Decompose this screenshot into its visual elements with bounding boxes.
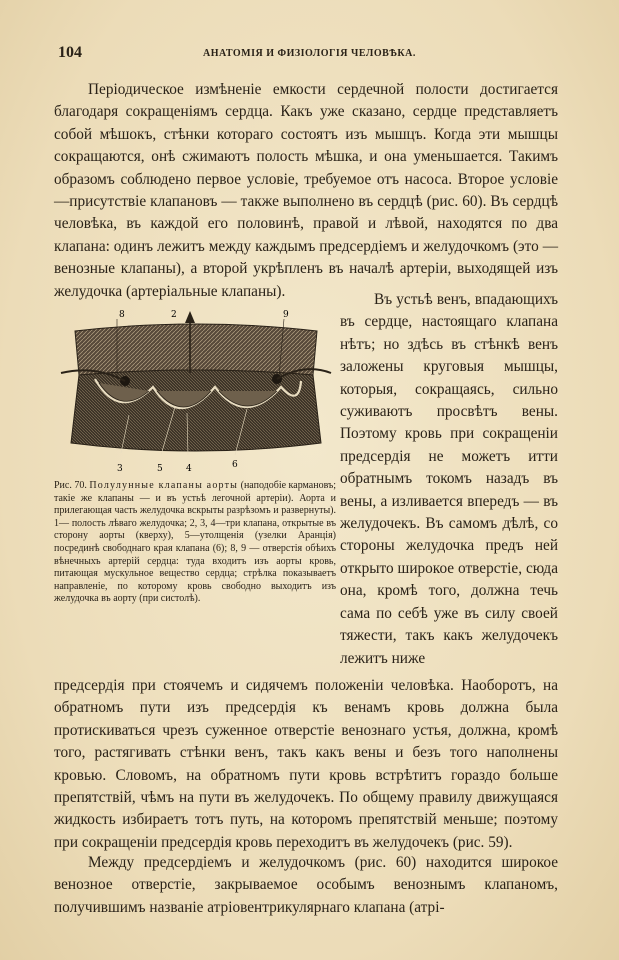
figure-label-bottom: 5 (157, 464, 163, 474)
page-number: 104 (58, 44, 82, 61)
figure-number: Рис. 70. (54, 480, 87, 491)
paragraph-2-continued: предсердія при стоячемъ и сидячемъ положеніи человѣка. Наоборотъ, на обратномъ пути изъ предсердія къ венамъ кровь должна была протискиваться чрезъ суженное отверстіе венознаго устья, должна, кромѣ того, растягивать стѣнки венъ, такъ какъ вены и безъ того наполнены кровью. Словомъ, на обратномъ пути кровь встрѣтитъ гораздо больше препятствій, чѣмъ на пути въ желудочекъ. По общему правилу движущаяся жидкость избираетъ тотъ путь, на которомъ препятствій меньше; поэтому при сокращеніи предсердія кровь переходитъ въ желудочекъ (рис. 59). (54, 677, 558, 851)
paragraph-2-column (340, 289, 558, 670)
figure-label-top: 9 (283, 310, 289, 320)
running-title: АНАТОМІЯ И ФИЗІОЛОГІЯ ЧЕЛОВѢКА. (203, 48, 416, 59)
paragraph-2-column-text: Въ устьѣ венъ, впадающихъ въ сердце, настоящаго клапана нѣтъ; но здѣсь въ стѣнкѣ венъ заложены круговыя мышцы, которыя, сокращаясь, сильно суживаютъ просвѣтъ вены. Поэтому кровь при сокращеніи предсердія не можетъ итти обратнымъ токомъ назадъ въ вены, а изливается впередъ — въ желудочекъ. Въ самомъ дѣлѣ, со стороны желудочка предъ ней открыто широкое отверстіе, сюда она, кромѣ того, должна течь сама по себѣ уже въ силу своей тяжести, такъ какъ желудочекъ лежитъ ниже (340, 291, 558, 667)
figure-label-bottom: 4 (186, 464, 192, 474)
figure-description: (наподобіе кармановъ; такіе же клапаны — и въ устьѣ легочной артеріи). Аорта и прилегающая часть желудочка вскрыты разрѣзомъ и развернуты). 1— полость лѣваго желудочка; 2, 3, 4—три клапана, открытые въ сторону аорты (кверху), 5—утолщенія (узелки Аранція) посрединѣ свободнаго края клапана (6); 8, 9 — отверстія обѣихъ вѣнечныхъ артерій сердца: туда входитъ изъ аорты кровь, питающая мускульное вещество сердца; стрѣлка показываетъ направленіе, по которому кровь свободно выходитъ изъ желудочка въ аорту (при систолѣ). (54, 480, 337, 605)
figure-label-top: 2 (171, 310, 177, 320)
figure-label-bottom: 6 (232, 460, 238, 470)
figure-label-top: 8 (119, 310, 125, 320)
figure-aortic-valves (55, 303, 337, 479)
aortic-valve-illustration (55, 303, 337, 479)
paragraph-3: Между предсердіемъ и желудочкомъ (рис. 60) находится широкое венозное отверстіе, закрываемое особымъ венознымъ клапаномъ, получившимъ названіе атріовентрикулярнаго клапана (атрі- (54, 854, 558, 916)
figure-title: Полулунные клапаны аорты (89, 480, 239, 491)
figure-caption (54, 480, 336, 606)
figure-label-bottom: 3 (117, 464, 123, 474)
paragraph-1: Періодическое измѣненіе емкости сердечной полости достигается благодаря сокращеніямъ сердца. Какъ уже сказано, сердце представляетъ собой мѣшокъ, стѣнки котораго состоятъ изъ мышцъ. Когда эти мышцы сокращаются, онѣ сжимаютъ полость мѣшка, и она уменьшается. Такимъ образомъ соблюдено первое условіе, требуемое отъ насоса. Второе условіе—присутствіе клапановъ — также выполнено въ сердцѣ (рис. 60). Въ сердцѣ человѣка, въ каждой его половинѣ, правой и лѣвой, находятся по два клапана: одинъ лежитъ между каждымъ предсердіемъ и желудочкомъ (это — венозные клапаны), а второй укрѣпленъ въ началѣ артеріи, выходящей изъ желудочка (артеріальные клапаны). (54, 81, 558, 300)
page-header (58, 44, 566, 66)
